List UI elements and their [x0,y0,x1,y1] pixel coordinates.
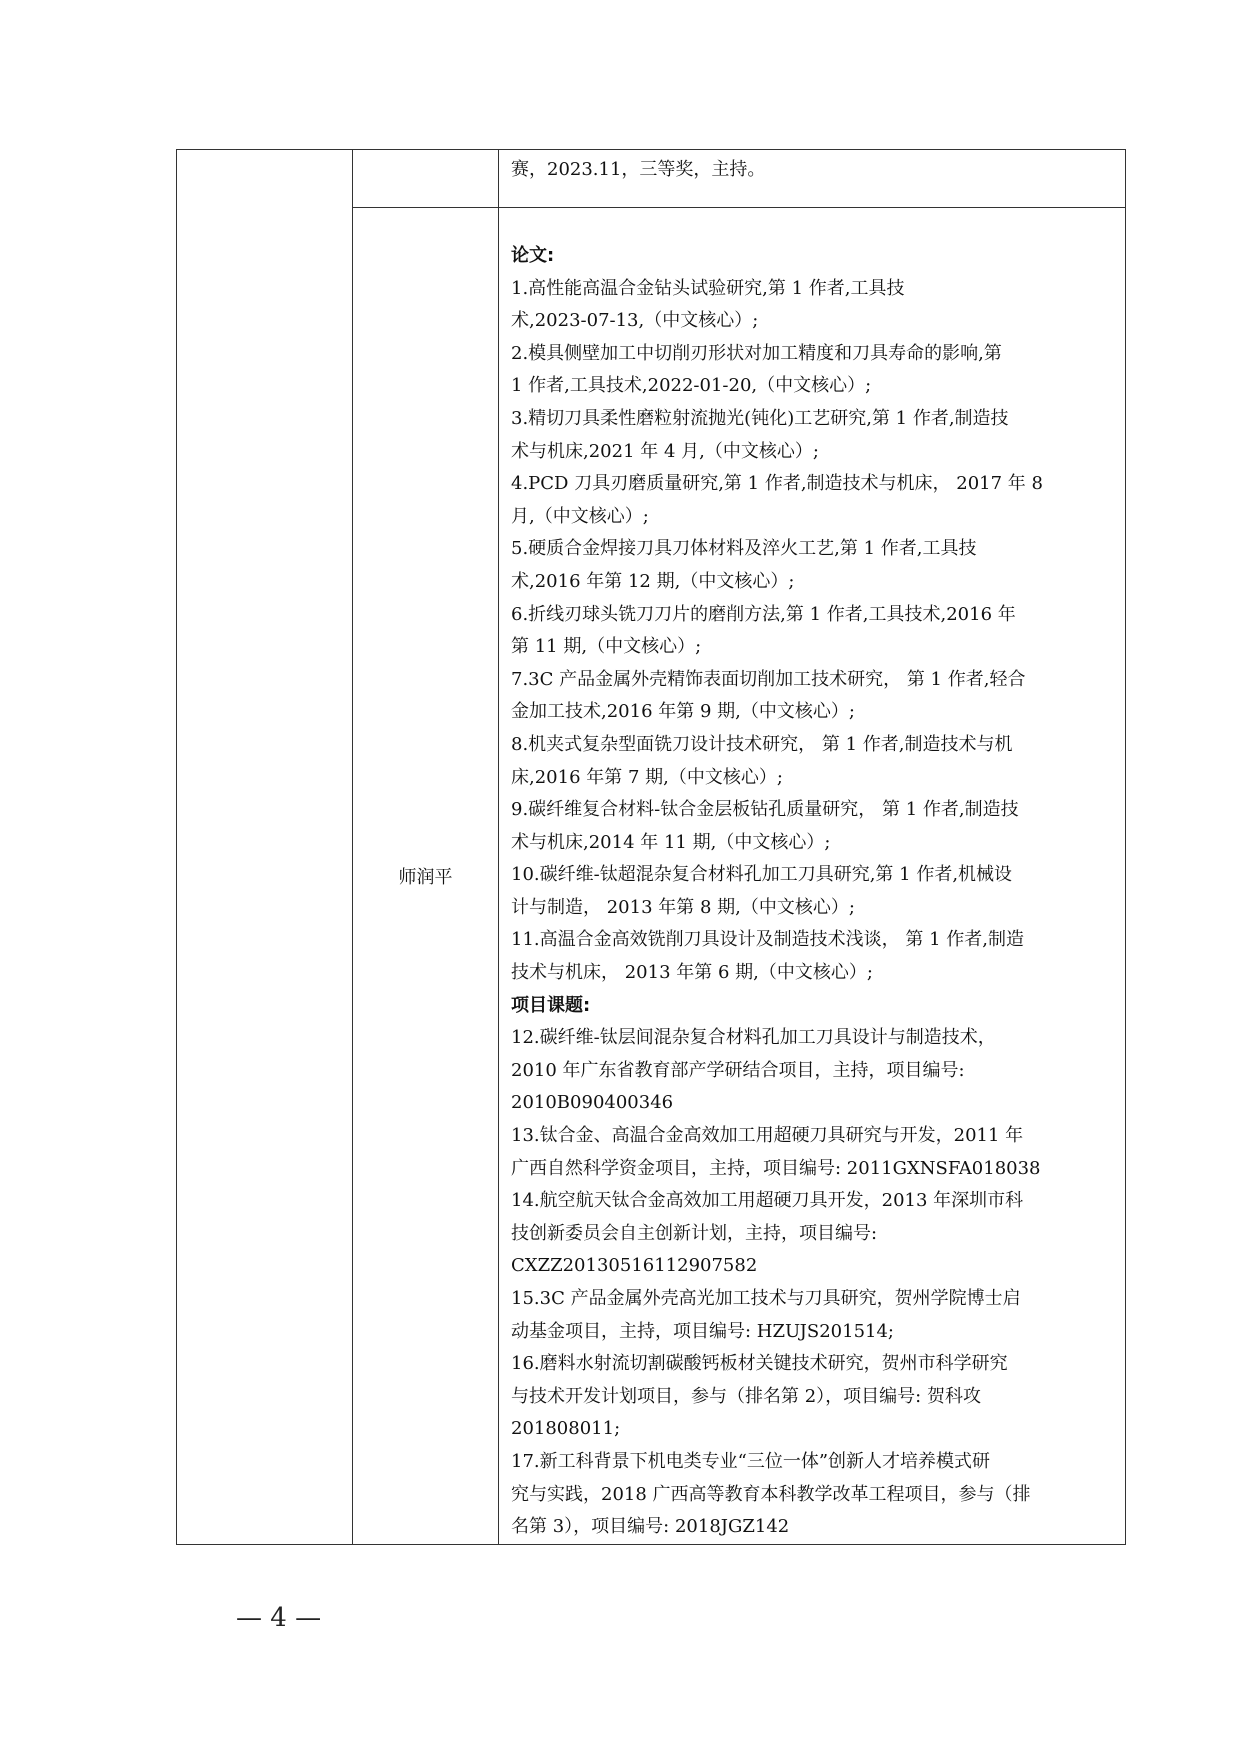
list-item-line: 技术与机床， 2013 年第 6 期,（中文核心）; [511,962,873,984]
list-item-line: 11.高温合金高效铣削刀具设计及制造技术浅谈， 第 1 作者,制造 [511,929,1024,951]
list-item-line: 4.PCD 刀具刃磨质量研究,第 1 作者,制造技术与机床， 2017 年 8 [511,473,1043,495]
person-name-cell [353,208,499,1545]
table-row [177,150,1126,208]
name-cell-empty [353,150,499,208]
list-item-line: 计与制造， 2013 年第 8 期,（中文核心）; [511,896,855,918]
list-item-line: 床,2016 年第 7 期,（中文核心）; [511,766,783,788]
list-item-line: 14.航空航天钛合金高效加工用超硬刀具开发，2013 年深圳市科 [511,1190,1024,1212]
list-item-line: 术,2016 年第 12 期,（中文核心）; [511,570,795,592]
list-item-line: 金加工技术,2016 年第 9 期,（中文核心）; [511,701,855,723]
list-item-line: 12.碳纤维-钛层间混杂复合材料孔加工刀具设计与制造技术， [511,1027,996,1049]
list-item-line: 究与实践，2018 广西高等教育本科教学改革工程项目，参与（排 [511,1483,1031,1505]
list-item-line: 16.磨料水射流切割碳酸钙板材关键技术研究，贺州市科学研究 [511,1353,1008,1375]
page-number: — 4 — [236,1603,322,1633]
list-item-line: 广西自然科学资金项目，主持，项目编号: 2011GXNSFA018038 [511,1157,1041,1179]
list-item-line: 1 作者,工具技术,2022-01-20,（中文核心）; [511,375,872,397]
achievements-cell [499,208,1126,1545]
list-item-line: 术与机床,2014 年 11 期,（中文核心）; [511,831,831,853]
list-item-line: 13.钛合金、高温合金高效加工用超硬刀具研究与开发，2011 年 [511,1125,1024,1147]
list-item-line: 动基金项目，主持，项目编号: HZUJS201514; [511,1320,894,1342]
list-item-line: 2010 年广东省教育部产学研结合项目，主持，项目编号: [511,1059,965,1081]
section-heading: 论文: [511,245,555,266]
list-item-line: 6.折线刃球头铣刀刀片的磨削方法,第 1 作者,工具技术,2016 年 [511,603,1016,625]
list-item-line: CXZZ20130516112907582 [511,1255,758,1277]
category-cell [177,150,353,1545]
list-item-line: 技创新委员会自主创新计划，主持，项目编号: [511,1222,878,1244]
list-item-line: 8.机夹式复杂型面铣刀设计技术研究， 第 1 作者,制造技术与机 [511,733,1013,755]
list-item-line: 15.3C 产品金属外壳高光加工技术与刀具研究，贺州学院博士启 [511,1288,1021,1309]
list-item-line: 5.硬质合金焊接刀具刀体材料及淬火工艺,第 1 作者,工具技 [511,538,977,560]
person-name: 师润平 [398,867,453,888]
list-item-line: 3.精切刀具柔性磨粒射流抛光(钝化)工艺研究,第 1 作者,制造技 [511,407,1009,429]
list-item-line: 名第 3），项目编号: 2018JGZ142 [511,1516,790,1538]
list-item-line: 第 11 期,（中文核心）; [511,636,702,658]
list-item-line: 9.碳纤维复合材料-钛合金层板钻孔质量研究， 第 1 作者,制造技 [511,799,1019,821]
section-heading: 项目课题: [511,994,591,1016]
document-table [176,149,1126,1545]
list-item-line: 2.模具侧壁加工中切削刃形状对加工精度和刀具寿命的影响,第 [511,342,1002,364]
list-item-line: 7.3C 产品金属外壳精饰表面切削加工技术研究， 第 1 作者,轻合 [511,668,1026,690]
list-item-line: 术,2023-07-13,（中文核心）; [511,310,759,332]
award-text-cell [499,150,1126,208]
list-item-line: 与技术开发计划项目，参与（排名第 2），项目编号: 贺科攻 [511,1385,981,1407]
award-text: 赛，2023.11，三等奖，主持。 [511,159,766,180]
list-item-line: 10.碳纤维-钛超混杂复合材料孔加工刀具研究,第 1 作者,机械设 [511,864,1013,886]
list-item-line: 201808011; [511,1418,621,1440]
list-item-line: 术与机床,2021 年 4 月,（中文核心）; [511,440,819,462]
list-item-line: 17.新工科背景下机电类专业“三位一体”创新人才培养模式研 [511,1450,991,1472]
list-item-line: 1.高性能高温合金钻头试验研究,第 1 作者,工具技 [511,277,905,299]
list-item-line: 月,（中文核心）; [511,505,649,527]
list-item-line: 2010B090400346 [511,1092,674,1114]
achievements-list [499,208,1125,1544]
